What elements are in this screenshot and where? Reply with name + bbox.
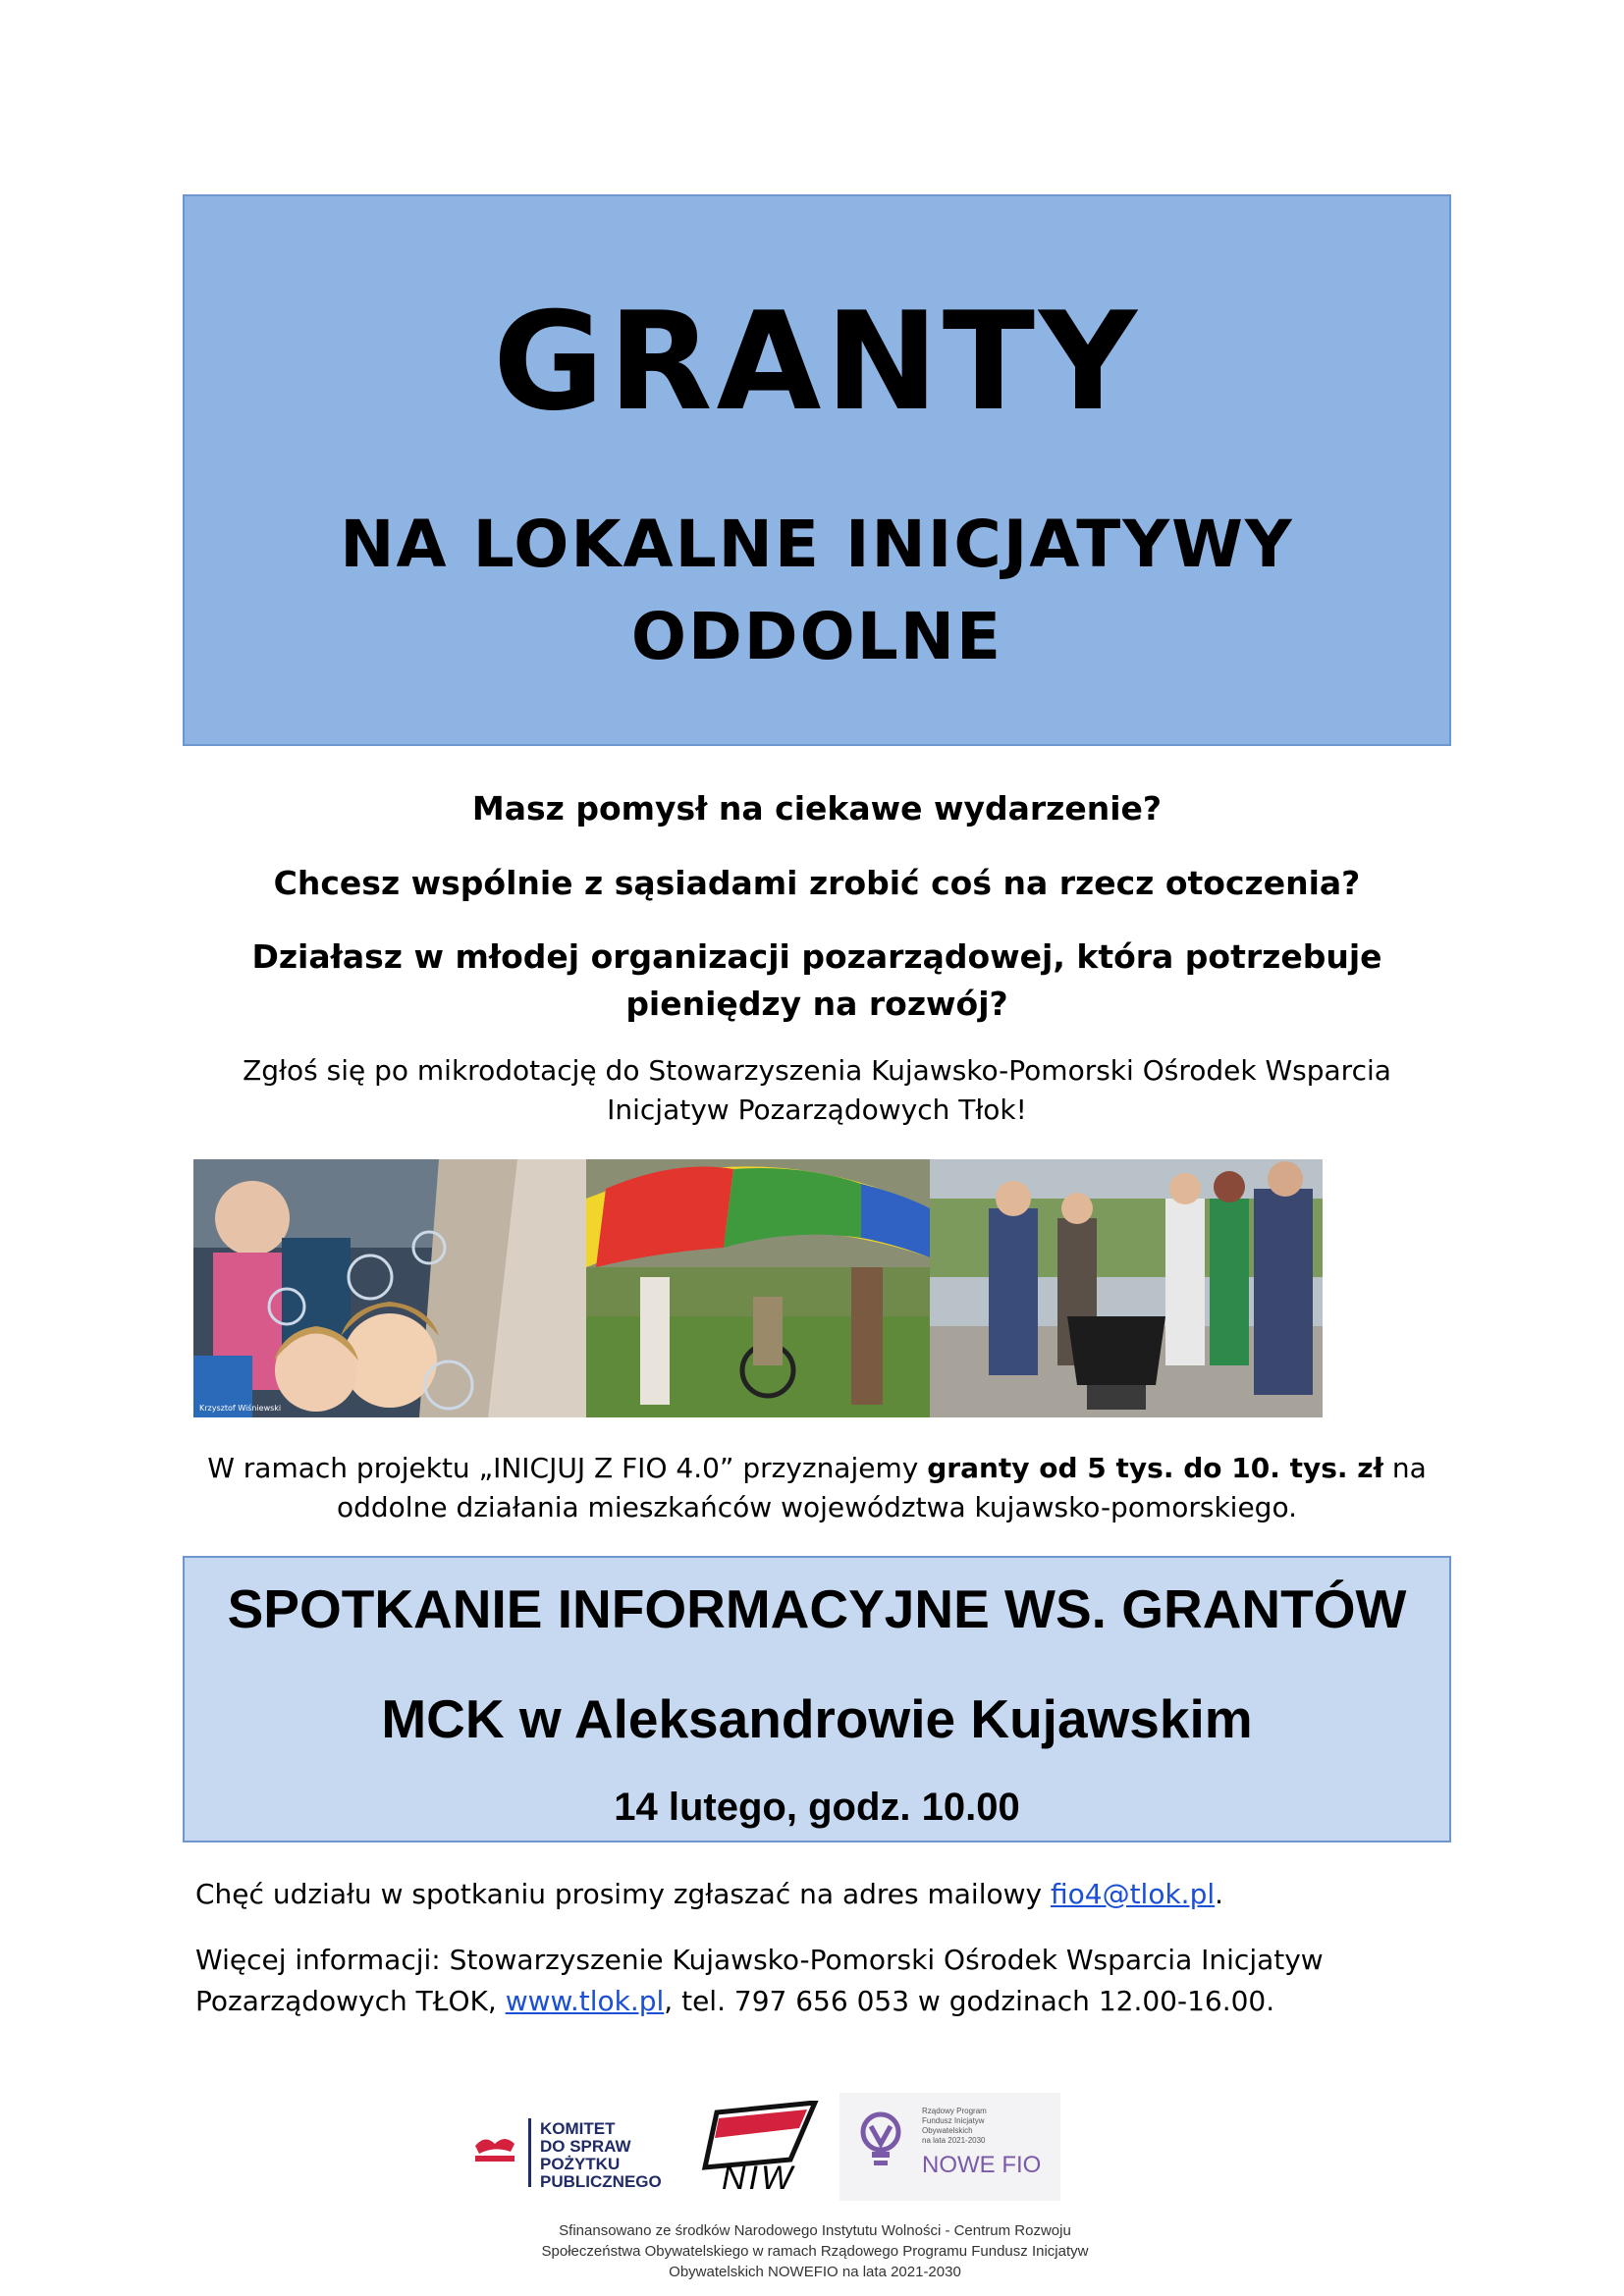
header-banner <box>183 194 1451 746</box>
project-line <box>183 1449 1451 1488</box>
website-link[interactable]: www.tlok.pl <box>505 1985 665 2017</box>
intro-line: Inicjatyw Pozarządowych Tłok! <box>607 1094 1027 1126</box>
logo-nowe-fio <box>839 2093 1060 2201</box>
grant-amount: granty od 5 tys. do 10. tys. zł <box>927 1452 1383 1484</box>
lightbulb-icon <box>859 2110 902 2173</box>
funding-note <box>422 2220 1208 2282</box>
logo-divider <box>528 2118 531 2187</box>
project-text: W ramach projektu „INICJUJ Z FIO 4.0” przyznajemy <box>207 1452 928 1484</box>
subtitle-line: NA LOKALNE INICJATYWY <box>340 507 1294 582</box>
fio-text: NOWE FIO <box>922 2152 1042 2178</box>
logo-komitet <box>471 2110 677 2199</box>
intro-line: Zgłoś się po mikrodotację do Stowarzyszenia Kujawsko-Pomorski Ośrodek Wsparcia <box>243 1054 1391 1087</box>
more-info-line: Więcej informacji: Stowarzyszenie Kujawsko-Pomorski Ośrodek Wsparcia Inicjatyw <box>195 1944 1324 1976</box>
fio-small-line: Obywatelskich <box>922 2126 973 2135</box>
question-line: pieniędzy na rozwój? <box>625 985 1008 1023</box>
funding-line: Obywatelskich NOWEFIO na lata 2021-2030 <box>669 2264 961 2280</box>
signup-end: . <box>1215 1878 1224 1910</box>
photo-credit: Krzysztof Wiśniewski <box>199 1404 282 1413</box>
page-title: GRANTY <box>493 283 1141 441</box>
meeting-box <box>183 1556 1451 1842</box>
meeting-place: MCK w Aleksandrowie Kujawskim <box>381 1688 1253 1749</box>
subtitle-line: ODDOLNE <box>630 599 1003 674</box>
fio-small-line: Fundusz Inicjatyw <box>922 2116 985 2125</box>
fio-small-line: na lata 2021-2030 <box>922 2136 986 2145</box>
logo-text-line: PUBLICZNEGO <box>540 2172 662 2191</box>
question-neighbors: Chcesz wspólnie z sąsiadami zrobić coś na rzecz otoczenia? <box>273 864 1361 902</box>
more-info-text: Pozarządowych TŁOK, <box>195 1985 506 2017</box>
question-line: Działasz w młodej organizacji pozarządowej, która potrzebuje <box>251 937 1382 976</box>
more-info-text: , tel. 797 656 053 w godzinach 12.00-16.00. <box>664 1985 1275 2017</box>
question-event: Masz pomysł na ciekawe wydarzenie? <box>471 789 1163 828</box>
logo-niw <box>697 2101 820 2199</box>
fio-small-text <box>922 2107 987 2146</box>
project-line: oddolne działania mieszkańców województwa kujawsko-pomorskiego. <box>336 1491 1297 1523</box>
meeting-title: SPOTKANIE INFORMACYJNE WS. GRANTÓW <box>227 1578 1407 1639</box>
project-text: na <box>1382 1452 1427 1484</box>
photo-children-bubbles <box>193 1159 586 1417</box>
question-organization <box>183 934 1451 1028</box>
signup-text <box>195 1875 1452 1914</box>
photo-outdoor-cooking <box>930 1159 1323 1417</box>
more-info <box>195 1940 1452 2022</box>
project-description <box>183 1449 1451 1527</box>
funding-line: Społeczeństwa Obywatelskiego w ramach Rządowego Programu Fundusz Inicjatyw <box>541 2243 1089 2260</box>
meeting-date: 14 lutego, godz. 10.00 <box>614 1786 1020 1829</box>
email-link[interactable]: fio4@tlok.pl <box>1050 1878 1216 1910</box>
page-subtitle <box>185 499 1449 683</box>
funding-line: Sfinansowano ze środków Narodowego Instytutu Wolności - Centrum Rozwoju <box>559 2222 1071 2239</box>
logo-text-line: POŻYTKU <box>540 2155 621 2173</box>
photo-strip <box>193 1159 1323 1417</box>
signup-label: Chęć udziału w spotkaniu prosimy zgłaszać na adres mailowy <box>195 1878 1051 1910</box>
niw-text: NIW <box>721 2160 796 2197</box>
logo-text-line: KOMITET <box>540 2119 616 2138</box>
photo-parachute <box>586 1159 930 1417</box>
intro-text <box>183 1051 1451 1130</box>
logo-text-line: DO SPRAW <box>540 2137 631 2156</box>
logo-komitet-text <box>540 2120 662 2191</box>
polish-eagle-flag-icon <box>471 2132 520 2171</box>
fio-small-line: Rządowy Program <box>922 2107 987 2115</box>
more-info-line <box>195 1981 1452 2022</box>
